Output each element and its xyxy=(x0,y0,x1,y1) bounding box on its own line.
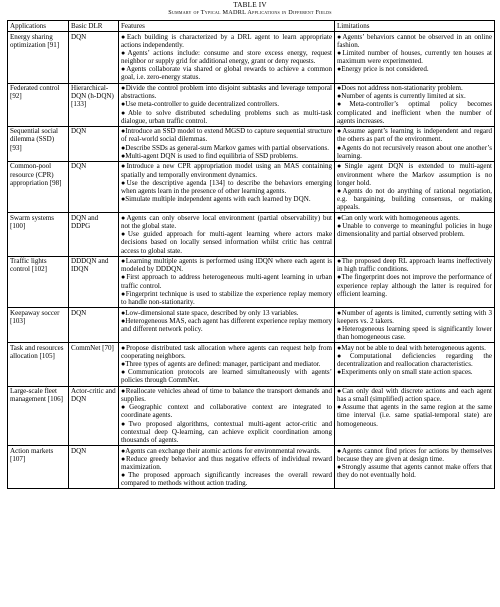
header-applications: Applications xyxy=(8,21,69,32)
features-cell xyxy=(119,386,335,446)
limitation-item: ●Can only work with homogeneous agents. xyxy=(337,213,460,222)
basic-dlr-cell: CommNet [70] xyxy=(69,343,119,386)
header-features: Features xyxy=(119,21,335,32)
features-cell xyxy=(119,308,335,343)
limitation-item: ●Experiments only on small state action spaces. xyxy=(337,368,473,377)
limitation-item: ●Energy price is not considered. xyxy=(337,65,429,74)
features-cell xyxy=(119,256,335,307)
limitation-item: ●Can only deal with discrete actions and each agent has a small (simplified) action space. xyxy=(337,387,492,404)
limitation-item: ●Unable to converge to meaningful policies in huge dimensionality and partial observed problem. xyxy=(337,222,492,239)
limitation-item: ●Does not address non-stationarity problem. xyxy=(337,84,463,93)
feature-item: ●Geographic context and collaborative context are integrated to coordinate agents. xyxy=(121,403,332,420)
limitations-cell xyxy=(335,161,495,212)
application-cell: Energy sharing optimization [91] xyxy=(8,32,69,83)
application-cell: Sequential social dilemma (SSD) [93] xyxy=(8,126,69,161)
feature-item: ●Agents can exchange their atomic actions for environmental rewards. xyxy=(121,446,321,455)
basic-dlr-cell: DQN xyxy=(69,161,119,212)
features-cell xyxy=(119,446,335,489)
features-cell xyxy=(119,126,335,161)
features-cell xyxy=(119,343,335,386)
applications-table xyxy=(7,20,495,489)
limitations-cell xyxy=(335,256,495,307)
limitation-item: ●The proposed deep RL approach learns ineffectively in high traffic conditions. xyxy=(337,257,492,274)
basic-dlr-cell: DQN xyxy=(69,126,119,161)
table-row xyxy=(8,126,495,161)
feature-item: ●Heterogeneous MAS, each agent has different experience replay memory and different network policy. xyxy=(121,316,332,333)
application-cell: Task and resources allocation [105] xyxy=(8,343,69,386)
limitation-item: ●Agents do not do anything of rational negotiation, e.g. bargaining, building consensus, or making appeals. xyxy=(337,186,492,212)
limitation-item: ●Number of agents is currently limited at six. xyxy=(337,92,466,101)
table-row xyxy=(8,32,495,83)
table-row xyxy=(8,446,495,489)
limitations-cell xyxy=(335,343,495,386)
table-row xyxy=(8,343,495,386)
feature-item: ●Multi-agent DQN is used to find equilibria of SSD problems. xyxy=(121,151,298,160)
feature-item: ●Each building is characterized by a DRL agent to learn appropriate actions independently. xyxy=(121,32,332,49)
basic-dlr-cell: Hierarchical-DQN (h-DQN) [133] xyxy=(69,83,119,126)
feature-item: ●Propose distributed task allocation where agents can request help from cooperating neighbors. xyxy=(121,343,332,360)
application-cell: Federated control [92] xyxy=(8,83,69,126)
features-cell xyxy=(119,32,335,83)
limitation-item: ●Agents’ behaviors cannot be observed in an online fashion. xyxy=(337,32,492,49)
feature-item: ●Describe SSDs as general-sum Markov games with partial observations. xyxy=(121,143,329,152)
application-cell: Action markets [107] xyxy=(8,446,69,489)
table-row xyxy=(8,161,495,212)
feature-item: ●Able to solve distributed scheduling problems such as multi-task dialogue, urban traffic control. xyxy=(121,108,332,125)
feature-item: ●Reallocate vehicles ahead of time to balance the transport demands and supplies. xyxy=(121,387,332,404)
feature-item: ●Agents collaborate via shared or global rewards to achieve a common goal, i.e. zero-energy status. xyxy=(121,65,332,82)
feature-item: ●Two proposed algorithms, contextual multi-agent actor-critic and contextual deep Q-learning, can achieve explicit coordination among thousands of agents. xyxy=(121,419,332,444)
basic-dlr-cell: Actor-critic and DQN xyxy=(69,386,119,446)
application-cell: Swarm systems [100] xyxy=(8,213,69,256)
feature-item: ●The proposed approach significantly increases the overall reward compared to methods without action trading. xyxy=(121,471,332,488)
limitation-item: ●Agents cannot find prices for actions by themselves because they are given at design time. xyxy=(337,446,492,463)
limitation-item: ●Number of agents is limited, currently setting with 3 keepers vs. 2 takers. xyxy=(337,308,492,325)
feature-item: ●Communication protocols are learned simultaneously with agents’ policies through CommNet. xyxy=(121,368,332,385)
limitations-cell xyxy=(335,32,495,83)
table-row xyxy=(8,308,495,343)
header-limitations: Limitations xyxy=(335,21,495,32)
application-cell: Keepaway soccer [103] xyxy=(8,308,69,343)
feature-item: ●Three types of agents are defined: manager, participant and mediator. xyxy=(121,360,321,369)
limitations-cell xyxy=(335,386,495,446)
limitation-item: ●Limited number of houses, currently ten houses at maximum were experimented. xyxy=(337,48,492,66)
limitation-item: ●Assume that agents in the same region at the same time interval (i.e. same spatial-temporal state) are homogeneous. xyxy=(337,403,492,428)
table-caption xyxy=(0,0,500,17)
table-row xyxy=(8,256,495,307)
limitation-item: ●Single agent DQN is extended to multi-agent environment where the Markov assumption is no longer hold. xyxy=(337,162,492,187)
limitations-cell xyxy=(335,446,495,489)
limitation-item: ●Computational deficiencies regarding the decentralization and reallocation characteristics. xyxy=(337,351,492,369)
limitations-cell xyxy=(335,83,495,126)
table-title: Summary of Typical MADRL Applications in Different Fields xyxy=(168,9,332,16)
header-basic-dlr: Basic DLR xyxy=(69,21,119,32)
limitation-item: ●Agents do not recursively reason about one another’s learning. xyxy=(337,143,492,160)
limitations-cell xyxy=(335,213,495,256)
table-body xyxy=(8,32,495,489)
feature-item: ●Use meta-controller to guide decentralized controllers. xyxy=(121,100,280,109)
limitation-item: ●Heterogeneous learning speed is significantly lower than homogeneous case. xyxy=(337,324,492,342)
application-cell: Common-pool resource (CPR) appropriation [98] xyxy=(8,161,69,212)
limitation-item: ●The fingerprint does not improve the performance of experience replay although the latter is required for efficient learning. xyxy=(337,273,492,298)
feature-item: ●First approach to address heterogeneous multi-agent learning in urban traffic control. xyxy=(121,273,332,290)
limitations-cell xyxy=(335,308,495,343)
feature-item: ●Learning multiple agents is performed using IDQN where each agent is modeled by DDDQN. xyxy=(121,257,332,274)
basic-dlr-cell: DQN and DDPG xyxy=(69,213,119,256)
feature-item: ●Agents can only observe local environment (partial observability) but not the global state. xyxy=(121,213,332,231)
feature-item: ●Agents’ actions include: consume and store excess energy, request neighbor or supply grid for additional energy, grant or deny requests. xyxy=(121,48,332,66)
feature-item: ●Low-dimensional state space, described by only 13 variables. xyxy=(121,308,299,317)
feature-item: ●Use guided approach for multi-agent learning where actors make decisions based on locally sensed information whilst critic has central access to global state. xyxy=(121,230,332,255)
feature-item: ●Use the descriptive agenda [134] to describe the behaviors emerging when agents learn in the presence of other learning agents. xyxy=(121,178,332,195)
table-row xyxy=(8,213,495,256)
limitation-item: ●Strongly assume that agents cannot make offers that they do not eventually hold. xyxy=(337,462,492,480)
features-cell xyxy=(119,161,335,212)
limitations-cell xyxy=(335,126,495,161)
table-row xyxy=(8,83,495,126)
features-cell xyxy=(119,213,335,256)
feature-item: ●Reduce greedy behavior and thus negative effects of individual reward maximization. xyxy=(121,454,332,471)
feature-item: ●Introduce a new CPR appropriation model using an MAS containing spatially and temporally environment dynamics. xyxy=(121,162,332,179)
limitation-item: ●Assume agent’s learning is independent and regard the others as part of the environment. xyxy=(337,127,492,144)
limitation-item: ●May not be able to deal with heterogeneous agents. xyxy=(337,343,486,352)
feature-item: ●Fingerprint technique is used to stabilize the experience replay memory to handle non-stationarity. xyxy=(121,289,332,306)
application-cell: Traffic lights control [102] xyxy=(8,256,69,307)
table-row xyxy=(8,386,495,446)
feature-item: ●Introduce an SSD model to extend MGSD to capture sequential structure of real-world social dilemmas. xyxy=(121,127,332,144)
features-cell xyxy=(119,83,335,126)
basic-dlr-cell: DQN xyxy=(69,32,119,83)
application-cell: Large-scale fleet management [106] xyxy=(8,386,69,446)
basic-dlr-cell: DDDQN and IDQN xyxy=(69,256,119,307)
table-number: TABLE IV xyxy=(233,1,267,9)
basic-dlr-cell: DQN xyxy=(69,446,119,489)
basic-dlr-cell: DQN xyxy=(69,308,119,343)
feature-item: ●Simulate multiple independent agents with each learned by DQN. xyxy=(121,195,311,204)
limitation-item: ●Meta-controller’s optimal policy becomes complicated and inefficient when the number of agents increases. xyxy=(337,100,492,125)
table-header-row xyxy=(8,21,495,32)
feature-item: ●Divide the control problem into disjoint subtasks and leverage temporal abstractions. xyxy=(121,84,332,101)
